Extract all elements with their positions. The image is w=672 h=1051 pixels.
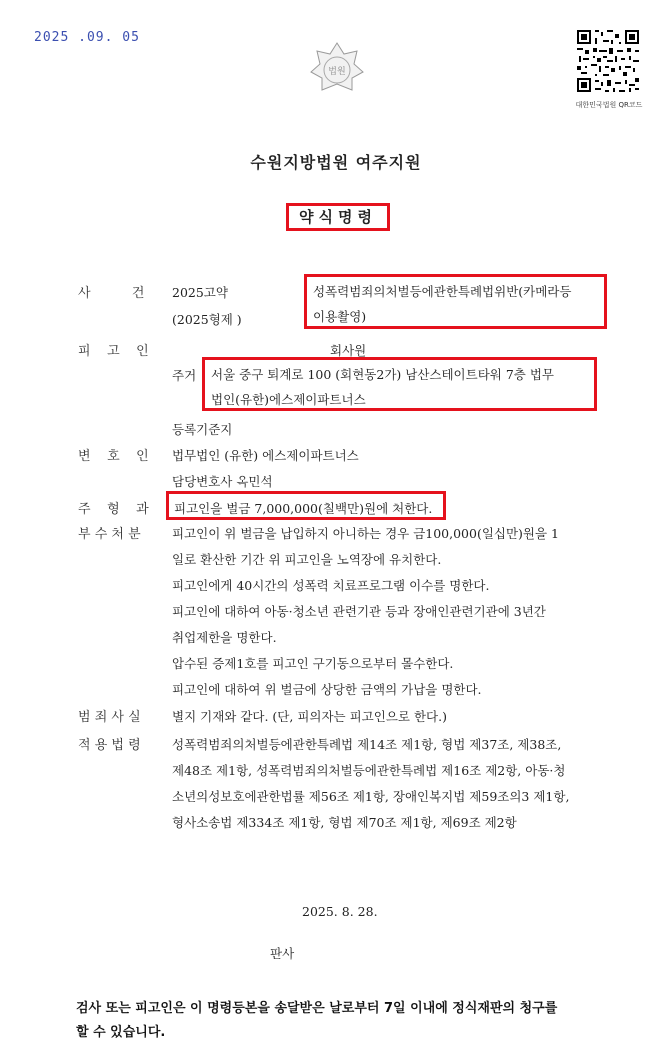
additional-line: 피고인에 대하여 위 벌금에 상당한 금액의 가납을 명한다. [172, 682, 482, 697]
qr-code-icon [575, 28, 641, 94]
seal-label: 법원 [328, 67, 346, 77]
counsel-firm: 법무법인 (유한) 에스제이파트너스 [172, 448, 359, 463]
additional-line: 일로 환산한 기간 위 피고인을 노역장에 유치한다. [172, 552, 442, 567]
address-line1: 서울 중구 퇴계로 100 (회현동2가) 남산스테이트타워 7층 법무 [211, 367, 554, 382]
order-date: 2025. 8. 28. [302, 904, 378, 919]
law-line: 성폭력범죄의처벌등에관한특례법 제14조 제1항, 형법 제37조, 제38조, [172, 737, 562, 752]
additional-label: 부 수 처 분 [78, 527, 141, 542]
appeal-notice [76, 997, 616, 1045]
case-name-line1: 성폭력범죄의처벌등에관한특례법위반(카메라등 [313, 284, 572, 299]
sentence-label: 주 형 과 [78, 502, 149, 517]
facts-text: 별지 기재와 같다. (단, 피의자는 피고인으로 한다.) [172, 709, 447, 724]
law-line: 형사소송법 제334조 제1항, 형법 제70조 제1항, 제69조 제2항 [172, 815, 517, 830]
additional-line: 피고인에 대하여 아동·청소년 관련기관 등과 장애인관련기관에 3년간 [172, 604, 546, 619]
law-line: 소년의성보호에관한법률 제56조 제1항, 장애인복지법 제59조의3 제1항, [172, 789, 570, 804]
address-highlight [202, 357, 597, 411]
notice-line: 할 수 있습니다. [76, 1025, 166, 1040]
judge-label: 판사 [270, 946, 295, 961]
address-label: 주거 [172, 368, 197, 383]
case-number: 2025고약 [172, 285, 228, 300]
case-label: 사 건 [78, 286, 145, 301]
sentence-text: 피고인을 벌금 7,000,000(칠백만)원에 처한다. [174, 501, 433, 516]
registry-label: 등록기준지 [172, 422, 233, 437]
defendant-label: 피 고 인 [78, 344, 149, 359]
additional-line: 피고인이 위 벌금을 납입하지 아니하는 경우 금100,000(일십만)원을 1 [172, 526, 560, 541]
facts-label: 범 죄 사 실 [78, 710, 141, 725]
qr-caption: 대한민국법원 QR코드 [575, 101, 643, 109]
counsel-lawyer: 담당변호사 옥민석 [172, 474, 273, 489]
additional-line: 피고인에게 40시간의 성폭력 치료프로그램 이수를 명한다. [172, 578, 490, 593]
court-name: 수원지방법원 여주지원 [250, 153, 422, 172]
defendant-occupation: 회사원 [330, 343, 367, 358]
case-sub-number: (2025형제 ) [172, 312, 242, 327]
address-line2: 법인(유한)에스제이파트너스 [211, 392, 366, 407]
additional-line: 취업제한을 명한다. [172, 630, 277, 645]
sentence-highlight [166, 491, 446, 520]
court-seal-icon [309, 40, 365, 96]
notice-line: 검사 또는 피고인은 이 명령등본을 송달받은 날로부터 7일 이내에 정식재판의 청구를 [76, 1001, 558, 1016]
case-name-line2: 이용촬영) [313, 309, 367, 324]
laws-label: 적 용 법 령 [78, 738, 141, 753]
document-title: 약식명령 [286, 203, 390, 231]
receipt-date-stamp: 2025 .09. 05 [34, 30, 140, 45]
additional-line: 압수된 증제1호를 피고인 구기동으로부터 몰수한다. [172, 656, 454, 671]
case-name-highlight [304, 274, 607, 329]
counsel-label: 변 호 인 [78, 449, 149, 464]
law-line: 제48조 제1항, 성폭력범죄의처벌등에관한특례법 제16조 제2항, 아동·청 [172, 763, 566, 778]
